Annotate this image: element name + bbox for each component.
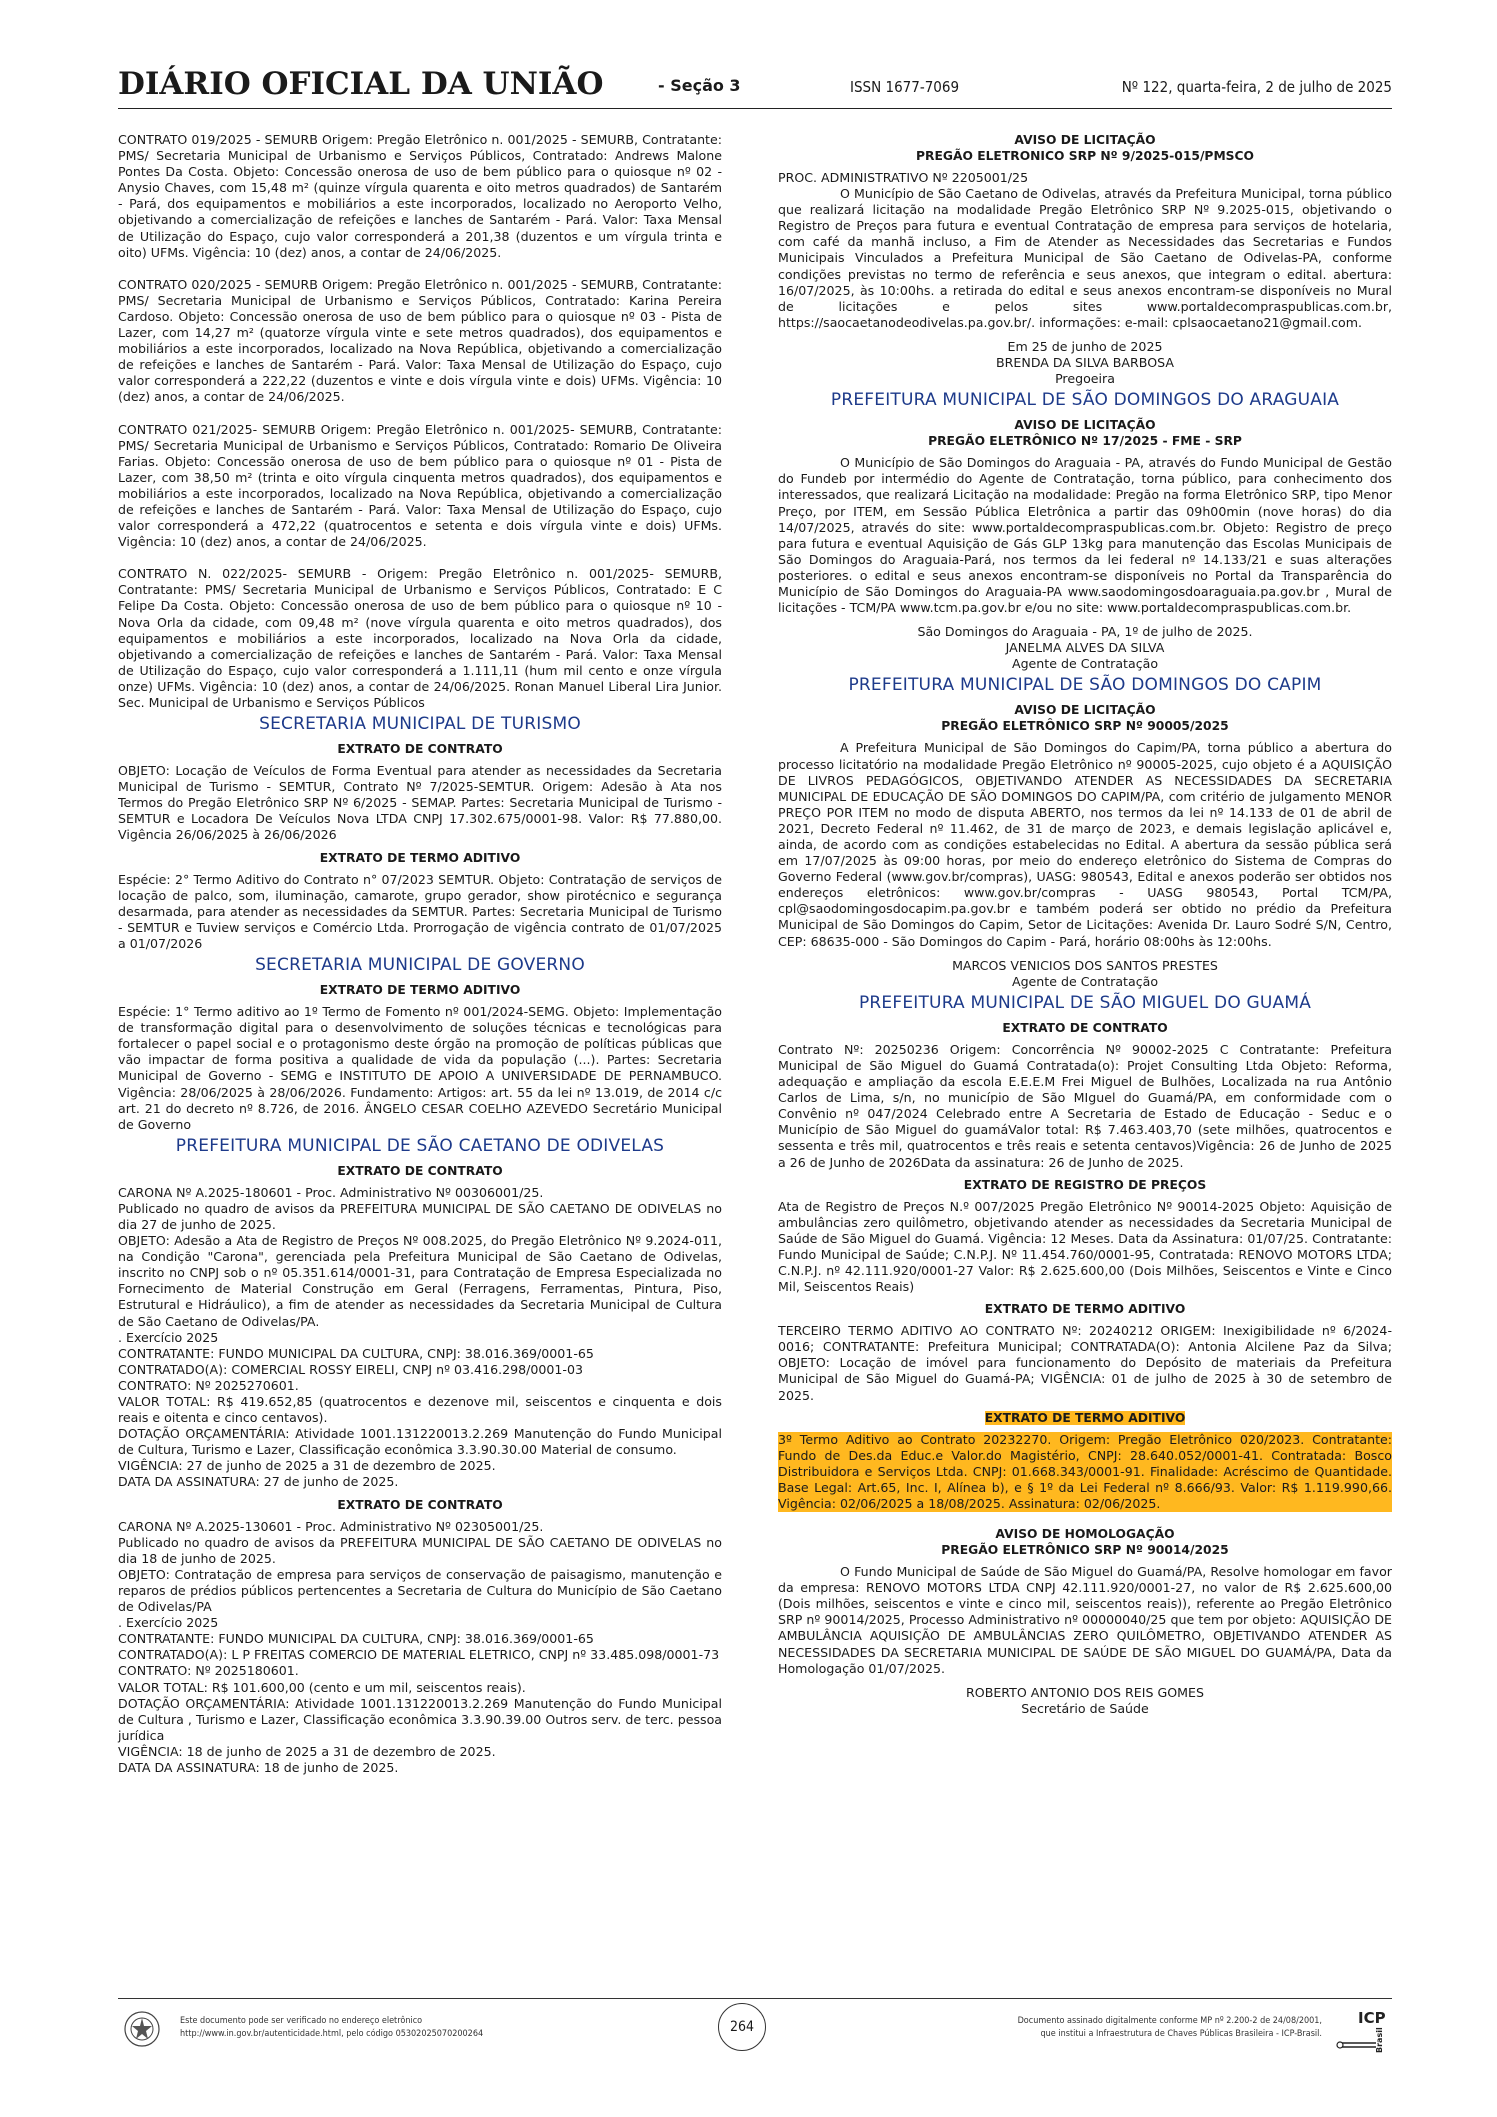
text-line: Publicado no quadro de avisos da PREFEITURA MUNICIPAL DE SÃO CAETANO DE ODIVELAS no dia 18 de junho de 2025. xyxy=(118,1534,722,1566)
signature-notice xyxy=(1018,2015,1322,2041)
subheading-termo-aditivo: EXTRATO DE TERMO ADITIVO xyxy=(319,850,521,865)
heading-governo: SECRETARIA MUNICIPAL DE GOVERNO xyxy=(255,955,585,976)
sao-miguel-registro-precos: Ata de Registro de Preços N.º 007/2025 Pregão Eletrônico Nº 90014-2025 Objeto: Aquisição de ambulâncias zero quilômetro, objetivando atender as necessidades da Secretaria Municipal de Saúde de São Miguel do Guamá. Vigência: 12 Meses. Data da Assinatura: 01/07/25. Contratante: Fundo Municipal de Saúde; C.N.P.J. Nº 11.454.760/0001-95, Contratada: RENOVO MOTORS LTDA; C.N.P.J. nº 42.111.920/0001-27 Valor: R$ 2.625.600,00 (Dois Milhões, Seiscentos e Vinte e Cinco Mil, Seiscentos Reais) xyxy=(778,1198,1392,1295)
signature-role: Pregoeira xyxy=(1055,371,1115,387)
subheading-extrato-contrato: EXTRATO DE CONTRATO xyxy=(1002,1020,1168,1035)
text-line: CARONA Nº A.2025-130601 - Proc. Administrativo Nº 02305001/25. xyxy=(118,1518,544,1534)
pregao-title: PREGÃO ELETRÔNICO SRP Nº 90014/2025 xyxy=(941,1543,1229,1558)
subheading-termo-aditivo-highlighted xyxy=(778,1410,1392,1426)
subheading-extrato-contrato: EXTRATO DE CONTRATO xyxy=(337,1163,503,1178)
coat-of-arms-icon xyxy=(122,2009,162,2049)
text-line: VIGÊNCIA: 18 de junho de 2025 a 31 de dezembro de 2025. xyxy=(118,1743,496,1759)
text-line: DOTAÇÃO ORÇAMENTÁRIA: Atividade 1001.131220013.2.269 Manutenção do Fundo Municipal de Cultura , Turismo e Lazer, Classificação econômica 3.3.90.39.00 Outros serv. de terc. pessoa jurídica xyxy=(118,1695,722,1743)
heading-sao-domingos-capim: PREFEITURA MUNICIPAL DE SÃO DOMINGOS DO CAPIM xyxy=(848,675,1322,696)
verification-text xyxy=(180,2015,483,2041)
text-line: OBJETO: Adesão a Ata de Registro de Preços Nº 008.2025, do Pregão Eletrônico Nº 9.2024-011, na Condição "Carona", gerenciada pela Prefeitura Municipal de São Caetano de Odivelas, inscrito no CNPJ sob o nº 05.351.614/0001-31, para Contratação de Empresa Especializada no Fornecimento de Material Construção em Geral (Ferragens, Ferramentas, Pintura, Piso, Estrutural e Hidráulico), a fim de atender as necessidades da Secretaria Municipal de Cultura de São Caetano de Odivelas/PA. xyxy=(118,1233,722,1329)
turismo-termo-aditivo: Espécie: 2° Termo Aditivo do Contrato n° 07/2023 SEMTUR. Objeto: Contratação de serviços de locação de palco, som, iluminação, camarote, grupo gerador, show pirotécnico e segurança desarmada, para atender as necessidades da SEMTUR. Partes: Secretaria Municipal de Turismo - SEMTUR e Tuview serviços e Comércio Ltda. Prorrogação de vigência contrato de 01/07/2025 a 01/07/2026 xyxy=(118,871,722,951)
text-line: CONTRATANTE: FUNDO MUNICIPAL DA CULTURA, CNPJ: 38.016.369/0001-65 xyxy=(118,1345,594,1361)
signature-name: JANELMA ALVES DA SILVA xyxy=(1005,640,1165,656)
verification-line: Este documento pode ser verificado no endereço eletrônico xyxy=(180,2016,423,2026)
signature-date: Em 25 de junho de 2025 xyxy=(1007,338,1163,354)
page-header xyxy=(118,64,1392,109)
signature-name: MARCOS VENICIOS DOS SANTOS PRESTES xyxy=(952,957,1218,973)
signature-notice-line: Documento assinado digitalmente conforme MP nº 2.200-2 de 24/08/2001, xyxy=(1017,2016,1322,2026)
icp-logo-subtext: Brasil xyxy=(1375,2027,1384,2053)
aviso-licitacao-title: AVISO DE LICITAÇÃO xyxy=(1014,418,1156,433)
text-line: CONTRATANTE: FUNDO MUNICIPAL DA CULTURA, CNPJ: 38.016.369/0001-65 xyxy=(118,1631,594,1647)
pregao-title: PREGÃO ELETRÔNICO SRP Nº 90005/2025 xyxy=(941,719,1229,734)
issn: ISSN 1677-7069 xyxy=(850,78,960,96)
aviso-licitacao-title: AVISO DE LICITAÇÃO xyxy=(1014,133,1156,147)
icp-brasil-logo-icon xyxy=(1332,2005,1392,2055)
icp-logo-text: ICP xyxy=(1358,2009,1386,2027)
heading-turismo: SECRETARIA MUNICIPAL DE TURISMO xyxy=(259,714,581,735)
right-column xyxy=(778,132,1392,1717)
page-number: 264 xyxy=(718,2003,766,2051)
text-line: DOTAÇÃO ORÇAMENTÁRIA: Atividade 1001.131220013.2.269 Manutenção do Fundo Municipal de Cultura, Turismo e Lazer, Classificação econômica 3.3.90.30.00 Material de consumo. xyxy=(118,1426,722,1458)
contract-021: CONTRATO 021/2025- SEMURB Origem: Pregão Eletrônico n. 001/2025- SEMURB, Contratante: PMS/ Secretaria Municipal de Urbanismo e Serviços Públicos, Contratado: Romario De Oliveira Farias. Objeto: Concessão onerosa de uso de bem público para o quiosque nº 01 - Pista de Lazer, com 38,50 m² (trinta e oito vírgula cinquenta metros quadrados), dos equipamentos e mobiliários a este incorporados, localizado na Nova República, objetivando a comercialização de refeições e lanches de Santarém - Pará. Valor: Taxa Mensal de Utilização do Espaço, cujo valor corresponderá a 472,22 (quatrocentos e setenta e dois vírgula vinte e dois) UFMs. Vigência: 10 (dez) anos, a contar de 24/06/2025. xyxy=(118,421,722,550)
aviso-homologacao-title: AVISO DE HOMOLOGAÇÃO xyxy=(995,1527,1175,1542)
text-line: VALOR TOTAL: R$ 419.652,85 (quatrocentos e dezenove mil, seiscentos e cinquenta e dois reais e oitenta e cinco centavos). xyxy=(118,1394,722,1426)
text-line: CONTRATO: Nº 2025270601. xyxy=(118,1377,299,1393)
signature-name: BRENDA DA SILVA BARBOSA xyxy=(996,355,1174,371)
sao-caetano-contract-2 xyxy=(118,1519,722,1777)
signature-role: Secretário de Saúde xyxy=(1021,1700,1149,1716)
text-line: Publicado no quadro de avisos da PREFEITURA MUNICIPAL DE SÃO CAETANO DE ODIVELAS no dia 27 de junho de 2025. xyxy=(118,1200,722,1232)
turismo-extrato-contrato: OBJETO: Locação de Veículos de Forma Eventual para atender as necessidades da Secretaria Municipal de Turismo - SEMTUR, Contrato Nº 7/2025-SEMTUR. Origem: Adesão à Ata nos Termos do Pregão Eletrônico SRP Nº 6/2025 - SEMAP. Partes: Secretaria Municipal de Turismo - SEMTUR e Locadora De Veículos Nova LTDA CNPJ 17.302.675/0001-98. Valor: R$ 77.880,00. Vigência 26/06/2025 à 26/06/2026 xyxy=(118,763,722,843)
heading-sao-miguel-guama: PREFEITURA MUNICIPAL DE SÃO MIGUEL DO GUAMÁ xyxy=(858,992,1312,1013)
subheading-termo-aditivo: EXTRATO DE TERMO ADITIVO xyxy=(984,1302,1186,1317)
text-line: DATA DA ASSINATURA: 27 de junho de 2025. xyxy=(118,1474,399,1490)
section-label: - Seção 3 xyxy=(658,76,741,95)
sao-caetano-contract-1 xyxy=(118,1185,722,1491)
highlighted-termo-aditivo: 3º Termo Aditivo ao Contrato 20232270. Origem: Pregão Eletrônico 020/2023. Contratante: Fundo de Des.da Educ.e Valor.do Magistério, CNPJ: 28.640.052/0001-41. Contratada: Bosco Distribuidora e Serviços Ltda. CNPJ: 01.668.343/0001-91. Finalidade: Acréscimo de Quantidade. Base Legal: Art.65, Inc. I, Alínea b), e § 1º da Lei Federal nº 8.666/93. Valor: R$ 1.119.990,66. Vigência: 02/06/2025 a 18/08/2025. Assinatura: 02/06/2025. xyxy=(778,1431,1392,1511)
aviso-licitacao-title: AVISO DE LICITAÇÃO xyxy=(1014,703,1156,718)
text-line: CARONA Nº A.2025-180601 - Proc. Administrativo Nº 00306001/25. xyxy=(118,1184,544,1200)
newspaper-title: DIÁRIO OFICIAL DA UNIÃO xyxy=(118,66,604,102)
subheading-termo-aditivo: EXTRATO DE TERMO ADITIVO xyxy=(319,983,521,998)
signature-notice-line: que institui a Infraestrutura de Chaves Públicas Brasileira - ICP-Brasil. xyxy=(1040,2029,1322,2039)
proc-administrativo: PROC. ADMINISTRATIVO Nº 2205001/25 xyxy=(778,170,1029,185)
text-line: CONTRATADO(A): L P FREITAS COMERCIO DE MATERIAL ELETRICO, CNPJ nº 33.485.098/0001-73 xyxy=(118,1647,720,1663)
text-line: . Exercício 2025 xyxy=(118,1615,219,1631)
contract-022: CONTRATO N. 022/2025- SEMURB - Origem: Pregão Eletrônico n. 001/2025- SEMURB, Contratante: PMS/ Secretaria Municipal de Urbanismo e Serviços Públicos, Contratado: E C Felipe Da Costa. Objeto: Concessão onerosa de uso de bem público para o quiosque nº 10 - Nova Orla da cidade, com 09,48 m² (nove vírgula quarenta e oito metros quadrados), dos equipamentos e mobiliários a este incorporados, localizado na Nova Orla da cidade, objetivando a comercialização de refeições e lanches de Santarém - Pará. Valor: Taxa Mensal de Utilização do Espaço, cujo valor corresponderá a 1.111,11 (hum mil cento e onze vírgula onze) UFMs. Vigência: 10 (dez) anos, a contar de 24/06/2025. Ronan Manuel Liberal Lira Junior. Sec. Municipal de Urbanismo e Serviços Públicos xyxy=(118,566,722,710)
contract-019: CONTRATO 019/2025 - SEMURB Origem: Pregão Eletrônico n. 001/2025 - SEMURB, Contratante: PMS/ Secretaria Municipal de Urbanismo e Serviços Públicos, Contratado: Andrews Malone Pontes Da Costa. Objeto: Concessão onerosa de uso de bem público para o quiosque nº 02 - Anysio Chaves, com 15,48 m² (quinze vírgula quarenta e oito metros quadrados) de Santarém - Pará, dos equipamentos e mobiliários a este incorporados, localizado no Aeroporto Velho, objetivando a comercialização de refeições e lanches de Santarém - Pará. Valor: Taxa Mensal de Utilização do Espaço, cujo valor corresponderá a 201,38 (duzentos e um vírgula trinta e oito) UFMs. Vigência: 10 (dez) anos, a contar de 24/06/2025. xyxy=(118,132,722,260)
contract-020: CONTRATO 020/2025 - SEMURB Origem: Pregão Eletrônico n. 001/2025 - SEMURB, Contratante: PMS/ Secretaria Municipal de Urbanismo e Serviços Públicos, Contratado: Karina Pereira Cardoso. Objeto: Concessão onerosa de uso de bem público para o quiosque nº 03 - Pista de Lazer, com 14,27 m² (quatorze vírgula vinte e sete metros quadrados), dos equipamentos e mobiliários a este incorporados, localizado na Nova República, objetivando a comercialização de refeições e lanches de Santarém - Pará. Valor: Taxa Mensal de Utilização do Espaço, cujo valor corresponderá a 222,22 (duzentos e vinte e dois vírgula vinte e dois) UFMs. Vigência: 10 (dez) anos, a contar de 24/06/2025. xyxy=(118,276,722,405)
sao-miguel-contrato: Contrato Nº: 20250236 Origem: Concorrência Nº 90002-2025 C Contratante: Prefeitura Municipal de São Miguel do Guamá Contratada(o): Projet Consulting Ltda Objeto: Reforma, adequação e ampliação da escola E.E.E.M Frei Miguel de Bulhões, Localizada na rua Antônio Carlos de Lima, s/n, no município de São MIguel do Guamá/PA, em conformidade com o Convênio nº 047/2024 Celebrado entre A Secretaria de Estado de Educação - Seduc e o Município de São Miguel do guamáValor total: R$ 7.463.403,70 (sete milhões, quatrocentos e sessenta e três mil, quatrocentos e três reais e setenta centavos)Vigência: 26 de Junho de 2025 a 26 de Junho de 2026Data da assinatura: 26 de Junho de 2025. xyxy=(778,1041,1392,1170)
sao-miguel-termo-aditivo: TERCEIRO TERMO ADITIVO AO CONTRATO Nº: 20240212 ORIGEM: Inexigibilidade nº 6/2024-0016; CONTRATANTE: Prefeitura Municipal; CONTRATADA(O): Antonia Alcilene Paz da Silva; OBJETO: Locação de imóvel para funcionamento do Depósito de materiais da Prefeitura Municipal de São Miguel do Guamá-PA; VIGÊNCIA: 01 de julho de 2025 à 30 de setembro de 2025. xyxy=(778,1323,1392,1403)
subheading-registro-precos: EXTRATO DE REGISTRO DE PREÇOS xyxy=(963,1177,1207,1192)
subheading-extrato-contrato: EXTRATO DE CONTRATO xyxy=(337,1497,503,1512)
heading-sao-caetano: PREFEITURA MUNICIPAL DE SÃO CAETANO DE ODIVELAS xyxy=(175,1135,665,1156)
signature-date: São Domingos do Araguaia - PA, 1º de julho de 2025. xyxy=(917,624,1253,640)
highlighted-text: EXTRATO DE TERMO ADITIVO xyxy=(984,1410,1186,1425)
text-line: VIGÊNCIA: 27 de junho de 2025 a 31 de dezembro de 2025. xyxy=(118,1458,496,1474)
governo-termo-aditivo: Espécie: 1° Termo aditivo ao 1º Termo de Fomento nº 001/2024-SEMG. Objeto: Implementação de transformação digital para o desenvolvimento de soluções técnicas e tecnológicas para fortalecer o papel social e o protagonismo deste órgão na promoção de políticas públicas que vão impactar de forma positiva a qualidade de vida da população (...). Partes: Secretaria Municipal de Governo - SEMG e INSTITUTO DE APOIO A UNIVERSIDADE DE PERNAMBUCO. Vigência: 28/06/2025 à 28/06/2026. Fundamento: Artigos: art. 55 da lei nº 13.019, de 2014 c/c art. 21 do decreto nº 8.726, de 2016. ÂNGELO CESAR COELHO AZEVEDO Secretário Municipal de Governo xyxy=(118,1004,722,1132)
text-line: OBJETO: Contratação de empresa para serviços de conservação de paisagismo, manutenção e reparos de prédios públicos pertencentes a Secretaria de Cultura do Município de São Caetano de Odivelas/PA xyxy=(118,1566,722,1615)
page-footer xyxy=(118,1998,1392,2079)
issue-date: Nº 122, quarta-feira, 2 de julho de 2025 xyxy=(1121,78,1392,96)
text-line: CONTRATADO(A): COMERCIAL ROSSY EIRELI, CNPJ nº 03.416.298/0001-03 xyxy=(118,1361,583,1377)
left-column xyxy=(118,132,722,1776)
sao-domingos-araguaia-text: O Município de São Domingos do Araguaia - PA, através do Fundo Municipal de Gestão do Fundeb por intermédio do Agente de Contratação, torna público, para conhecimento dos interessados, que realizará Licitação na modalidade: Pregão na forma Eletrônico SRP, tipo Menor Preço, por ITEM, em Sessão Pública Eletrônica a partir das 09h00min (nove horas) do dia 14/07/2025, através do site: www.portaldecompraspublicas.com.br. Objeto: Registro de preço para futura e eventual Aquisição de Gás GLP 13kg para manutenção das Escolas Municipais de São Domingos do Araguaia-Pará, nos termos da lei federal nº 14.133/21 e suas alterações posteriores. o edital e seus anexos encontram-se disponíveis no Portal da Transparência do Município de São Domingos do Araguaia-PA www.saodomingosdoaraguaia.pa.gov.br , Mural de licitações - TCM/PA www.tcm.pa.gov.br e/ou no site: www.portaldecompraspublicas.com.br. xyxy=(778,455,1392,616)
text-line: CONTRATO: Nº 2025180601. xyxy=(118,1663,299,1679)
signature-role: Agente de Contratação xyxy=(1011,973,1159,989)
sao-miguel-homologacao: O Fundo Municipal de Saúde de São Miguel do Guamá/PA, Resolve homologar em favor da empresa: RENOVO MOTORS LTDA CNPJ 42.111.920/0001-27, no valor de R$ 2.625.600,00 (Dois milhões, seiscentos e vinte e cinco mil, seiscentos reais)), referente ao Pregão Eletrônico SRP nº 90014/2025, Processo Administrativo nº 00000040/25 que tem por objeto: AQUISIÇÃO DE AMBULÂNCIA AQUISIÇÃO DE AMBULÂNCIAS ZERO QUILÔMETRO, OBJETIVANDO ATENDER AS NECESSIDADES DA SECRETARIA MUNICIPAL DE SAÚDE DE SÃO MIGUEL DO GUAMÁ/PA, Data da Homologação 01/07/2025. xyxy=(778,1564,1392,1676)
pregao-title: PREGÃO ELETRONICO SRP Nº 9/2025-015/PMSCO xyxy=(915,149,1255,163)
signature-role: Agente de Contratação xyxy=(1011,656,1159,672)
text-line: . Exercício 2025 xyxy=(118,1329,219,1345)
pregao-title: PREGÃO ELETRÔNICO Nº 17/2025 - FME - SRP xyxy=(928,434,1242,449)
heading-sao-domingos-araguaia: PREFEITURA MUNICIPAL DE SÃO DOMINGOS DO ARAGUAIA xyxy=(830,390,1340,411)
subheading-extrato-contrato: EXTRATO DE CONTRATO xyxy=(337,742,503,757)
sao-caetano-aviso-text: O Município de São Caetano de Odivelas, através da Prefeitura Municipal, torna público que realizará licitação na modalidade Pregão Eletrônico SRP Nº 9.2025-015, objetivando o Registro de Preços para futura e eventual Contratação de empresa para serviços de hotelaria, com café da manhã incluso, a Fim de Atender as Necessidades das Secretarias e Fundos Municipais Vinculados a Prefeitura Municipal de São Caetano de Odivelas-PA, conforme condições previstas no termo de referência e seus anexos, que integram o edital. abertura: 16/07/2025, às 10:00hs. a retirada do edital e seus anexos encontram-se disponíveis no Mural de licitações e pelos sites www.portaldecompraspublicas.com.br, https://saocaetanodeodivelas.pa.gov.br/. informações: e-mail: cplsaocaetano21@gmail.com. xyxy=(778,186,1392,330)
text-line: DATA DA ASSINATURA: 18 de junho de 2025. xyxy=(118,1759,399,1775)
verification-line: http://www.in.gov.br/autenticidade.html, pelo código 05302025070200264 xyxy=(180,2029,484,2039)
sao-domingos-capim-text: A Prefeitura Municipal de São Domingos do Capim/PA, torna público a abertura do processo licitatório na modalidade Pregão Eletrônico nº 90005-2025, cujo objeto é a AQUISIÇÃO DE LIVROS PEDAGÓGICOS, OBJETIVANDO ATENDER AS NECESSIDADES DA SECRETARIA MUNICIPAL DE EDUCAÇÃO DE SÃO DOMINGOS DO CAPIM/PA, com critério de julgamento MENOR PREÇO POR ITEM no modo de disputa ABERTO, nos termos da lei nº 14.133 de 01 de abril de 2021, Decreto Federal nº 11.462, de 31 de março de 2023, e demais legislação aplicável e, ainda, de acordo com as condições estabelecidas no Edital. A abertura da sessão pública será em 17/07/2025 às 09:00 horas, por meio do endereço eletrônico do Sistema de Compras do Governo Federal (www.gov.br/compras), UASG: 980543, Edital e anexos poderão ser obtidos nos endereços eletrônicos: www.gov.br/compras - UASG 980543, Portal TCM/PA, cpl@saodomingosdocapim.pa.gov.br e também poderá ser obtido no prédio da Prefeitura Municipal de São Domingos do Capim, Setor de Licitações: Avenida Dr. Lauro Sodré S/N, Centro, CEP: 68635-000 - São Domingos do Capim - Pará, horário 08:00hs às 12:00hs. xyxy=(778,740,1392,949)
signature-name: ROBERTO ANTONIO DOS REIS GOMES xyxy=(966,1684,1204,1700)
text-line: VALOR TOTAL: R$ 101.600,00 (cento e um mil, seiscentos reais). xyxy=(118,1679,526,1695)
